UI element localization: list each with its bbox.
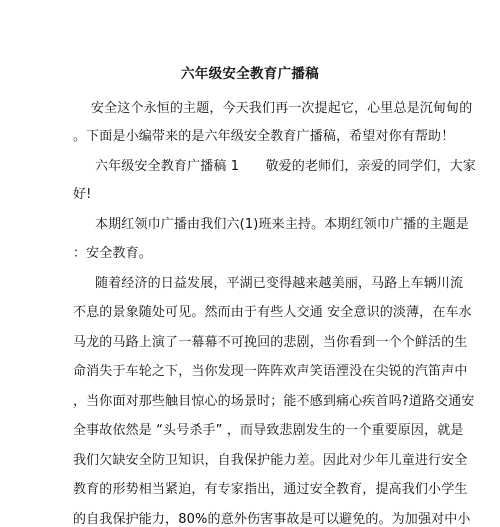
paragraph-line: 。下面是小编带来的是六年级安全教育广播稿，希望对你有帮助！ <box>73 129 455 144</box>
paragraph-line: 不息的景象随处可见。然而由于有些人交通 安全意识的淡薄，在车水 <box>73 305 472 320</box>
paragraph-line: 马龙的马路上演了一幕幕不可挽回的悲剧，当你看到一个个鲜活的生 <box>73 335 468 350</box>
paragraph-line: 安全这个永恒的主题，今天我们再一次提起它，心里总是沉甸甸的 <box>91 101 473 116</box>
paragraph-line: ：安全教育。 <box>73 246 152 261</box>
paragraph-line: 我们欠缺安全防卫知识，自我保护能力差。因此对少年儿童进行安全 <box>73 453 468 468</box>
paragraph-line: 好! <box>73 187 92 202</box>
paragraph-line: 六年级安全教育广播稿 1 敬爱的老师们，亲爱的同学们，大家 <box>95 159 476 174</box>
paragraph-line: ，当你面对那些触目惊心的场景时；能不感到痛心疾首吗?道路交通安 <box>73 394 475 409</box>
paragraph-line: 本期红领巾广播由我们六(1)班来主持。本期红领巾广播的主题是 <box>95 217 469 232</box>
paragraph-line: 命消失于车轮之下，当你发现一阵阵欢声笑语湮没在尖锐的汽笛声中 <box>73 364 468 379</box>
paragraph-line: 全事故依然是 “头号杀手” ，而导致悲剧发生的一个重要原因，就是 <box>73 423 464 438</box>
paragraph-line: 随着经济的日益发展，平湖已变得越来越美丽，马路上车辆川流 <box>95 276 464 291</box>
paragraph-line: 教育的形势相当紧迫，有专家指出，通过安全教育，提高我们小学生 <box>73 482 468 497</box>
document-title: 六年级安全教育广播稿 <box>181 66 319 82</box>
paragraph-line: 的自我保护能力，80%的意外伤害事故是可以避免的。为加强对中小 <box>73 512 471 527</box>
